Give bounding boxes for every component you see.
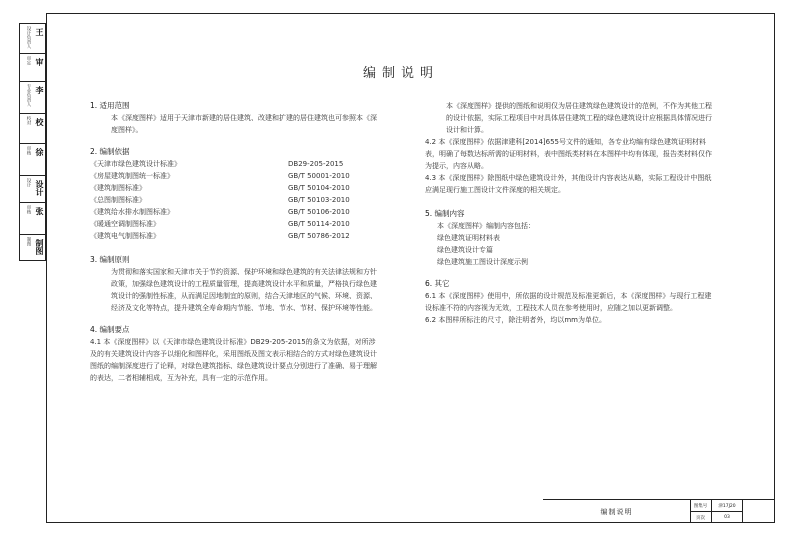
sign-cell-5: 审核 徐 [20,144,45,176]
atlas-number: 津17J20 [712,500,743,512]
ref-row: 《建筑制图标准》 GB/T 50104-2010 [90,184,350,192]
sign-cell-7: 审核 张 [20,203,45,235]
ref-row: 《房屋建筑制图统一标准》 GB/T 50001-2010 [90,172,350,180]
ref-row: 《天津市绿色建筑设计标准》 DB29-205-2015 [90,160,344,168]
title-block [543,499,775,523]
ref-row: 《建筑电气制图标准》 GB/T 50786-2012 [90,232,350,240]
section-5-item: 绿色建筑设计专篇 [437,246,493,254]
section-3-heading: 3. 编制原则 [90,255,130,264]
section-4-heading: 4. 编制要点 [90,325,130,334]
left-column [90,100,380,384]
atlas-number-label: 图集号 [690,500,712,512]
title-block-name: 编制说明 [543,500,691,523]
right-paragraph-1: 本《深度图样》提供的图纸和说明仅为居住建筑绿色建筑设计的范例，不作为其他工程的设计依据，实际工程项目中对具体居住建筑工程的绿色建筑设计应根据具体情况进行设计和计算。 [446,102,712,134]
section-3-body: 为贯彻和落实国家和天津市关于节约资源、保护环境和绿色建筑的有关法律法规和方针政策，加强绿色建筑设计的工程质量管理，提高建筑设计水平和质量，严格执行绿色建筑设计的强制性标准，从而满足因地制宜的原则，结合天津地区的气候、环境、资源、经济及文化等特点，提升建筑全寿命期内节能、节地、节水、节材、保护环境等性能。 [111,268,377,312]
page-number: 03 [712,512,743,523]
sign-cell-8: 制图 制图 [26,237,45,255]
page-number-label: 页次 [690,512,712,523]
signature-strip [19,23,46,261]
ref-row: 《建筑给水排水制图标准》 GB/T 50106-2010 [90,208,350,216]
ref-row: 《暖通空调制图标准》 GB/T 50114-2010 [90,220,350,228]
right-paragraph-2: 4.2 本《深度图样》依据津建科[2014]655号文件的通知，各专业均编有绿色建筑证明材料表，明确了每数达标所需的证明材料，表中图纸类材料在本图样中均有体现，报告类材料仅作为提示，内容从略。 [425,138,712,170]
section-5-intro: 本《深度图样》编制内容包括： [437,222,535,230]
section-5-item: 绿色建筑施工图设计深度示例 [437,258,528,266]
sign-cell-1: 设计负责人 王 [20,24,45,54]
right-column [425,100,715,326]
section-2-heading: 2. 编制依据 [90,147,130,156]
section-5-heading: 5. 编制内容 [425,209,465,218]
sign-cell-4: 校对 校 [20,114,45,144]
section-4-body: 4.1 本《深度图样》以《天津市绿色建筑设计标准》DB29-205-2015的条文为依据，对所涉及的有关建筑设计内容予以细化和图样化，采用图纸及图文表示相结合的方式对绿色建筑设计图纸的编制深度进行了论释，对绿色建筑指标、绿色建筑设计要点分别进行了准确、易于理解的表达，二者相辅相成，互为补充，具有一定的示范作用。 [90,338,377,382]
sign-cell-6: 设计 设计 [20,176,45,203]
page-title: 编制说明 [362,66,439,81]
sign-cell-2: 审定 审 [20,54,45,82]
section-6-heading: 6. 其它 [425,279,450,288]
ref-row: 《总图制图标准》 GB/T 50103-2010 [90,196,350,204]
section-1-body: 本《深度图样》适用于天津市新建的居住建筑、改建和扩建的居住建筑也可参照本《深度图样》。 [111,114,377,134]
right-paragraph-3: 4.3 本《深度图样》除图纸中绿色建筑设计外，其他设计内容表达从略，实际工程设计中图纸应满足现行施工图设计文件深度的相关规定。 [425,174,712,194]
section-6-item-1: 6.1 本《深度图样》使用中，所依据的设计规范及标准更新后，本《深度图样》与现行工程建设标准不符的内容视为无效，工程技术人员在参考使用时，应随之加以更新调整。 [425,292,712,312]
section-1-heading: 1. 适用范围 [90,101,130,110]
sign-cell-3: 专业负责人 李 [20,82,45,114]
section-5-item: 绿色建筑证明材料表 [437,234,500,242]
section-6-item-2: 6.2 本图样所标注的尺寸，除注明者外，均以mm为单位。 [425,316,606,324]
